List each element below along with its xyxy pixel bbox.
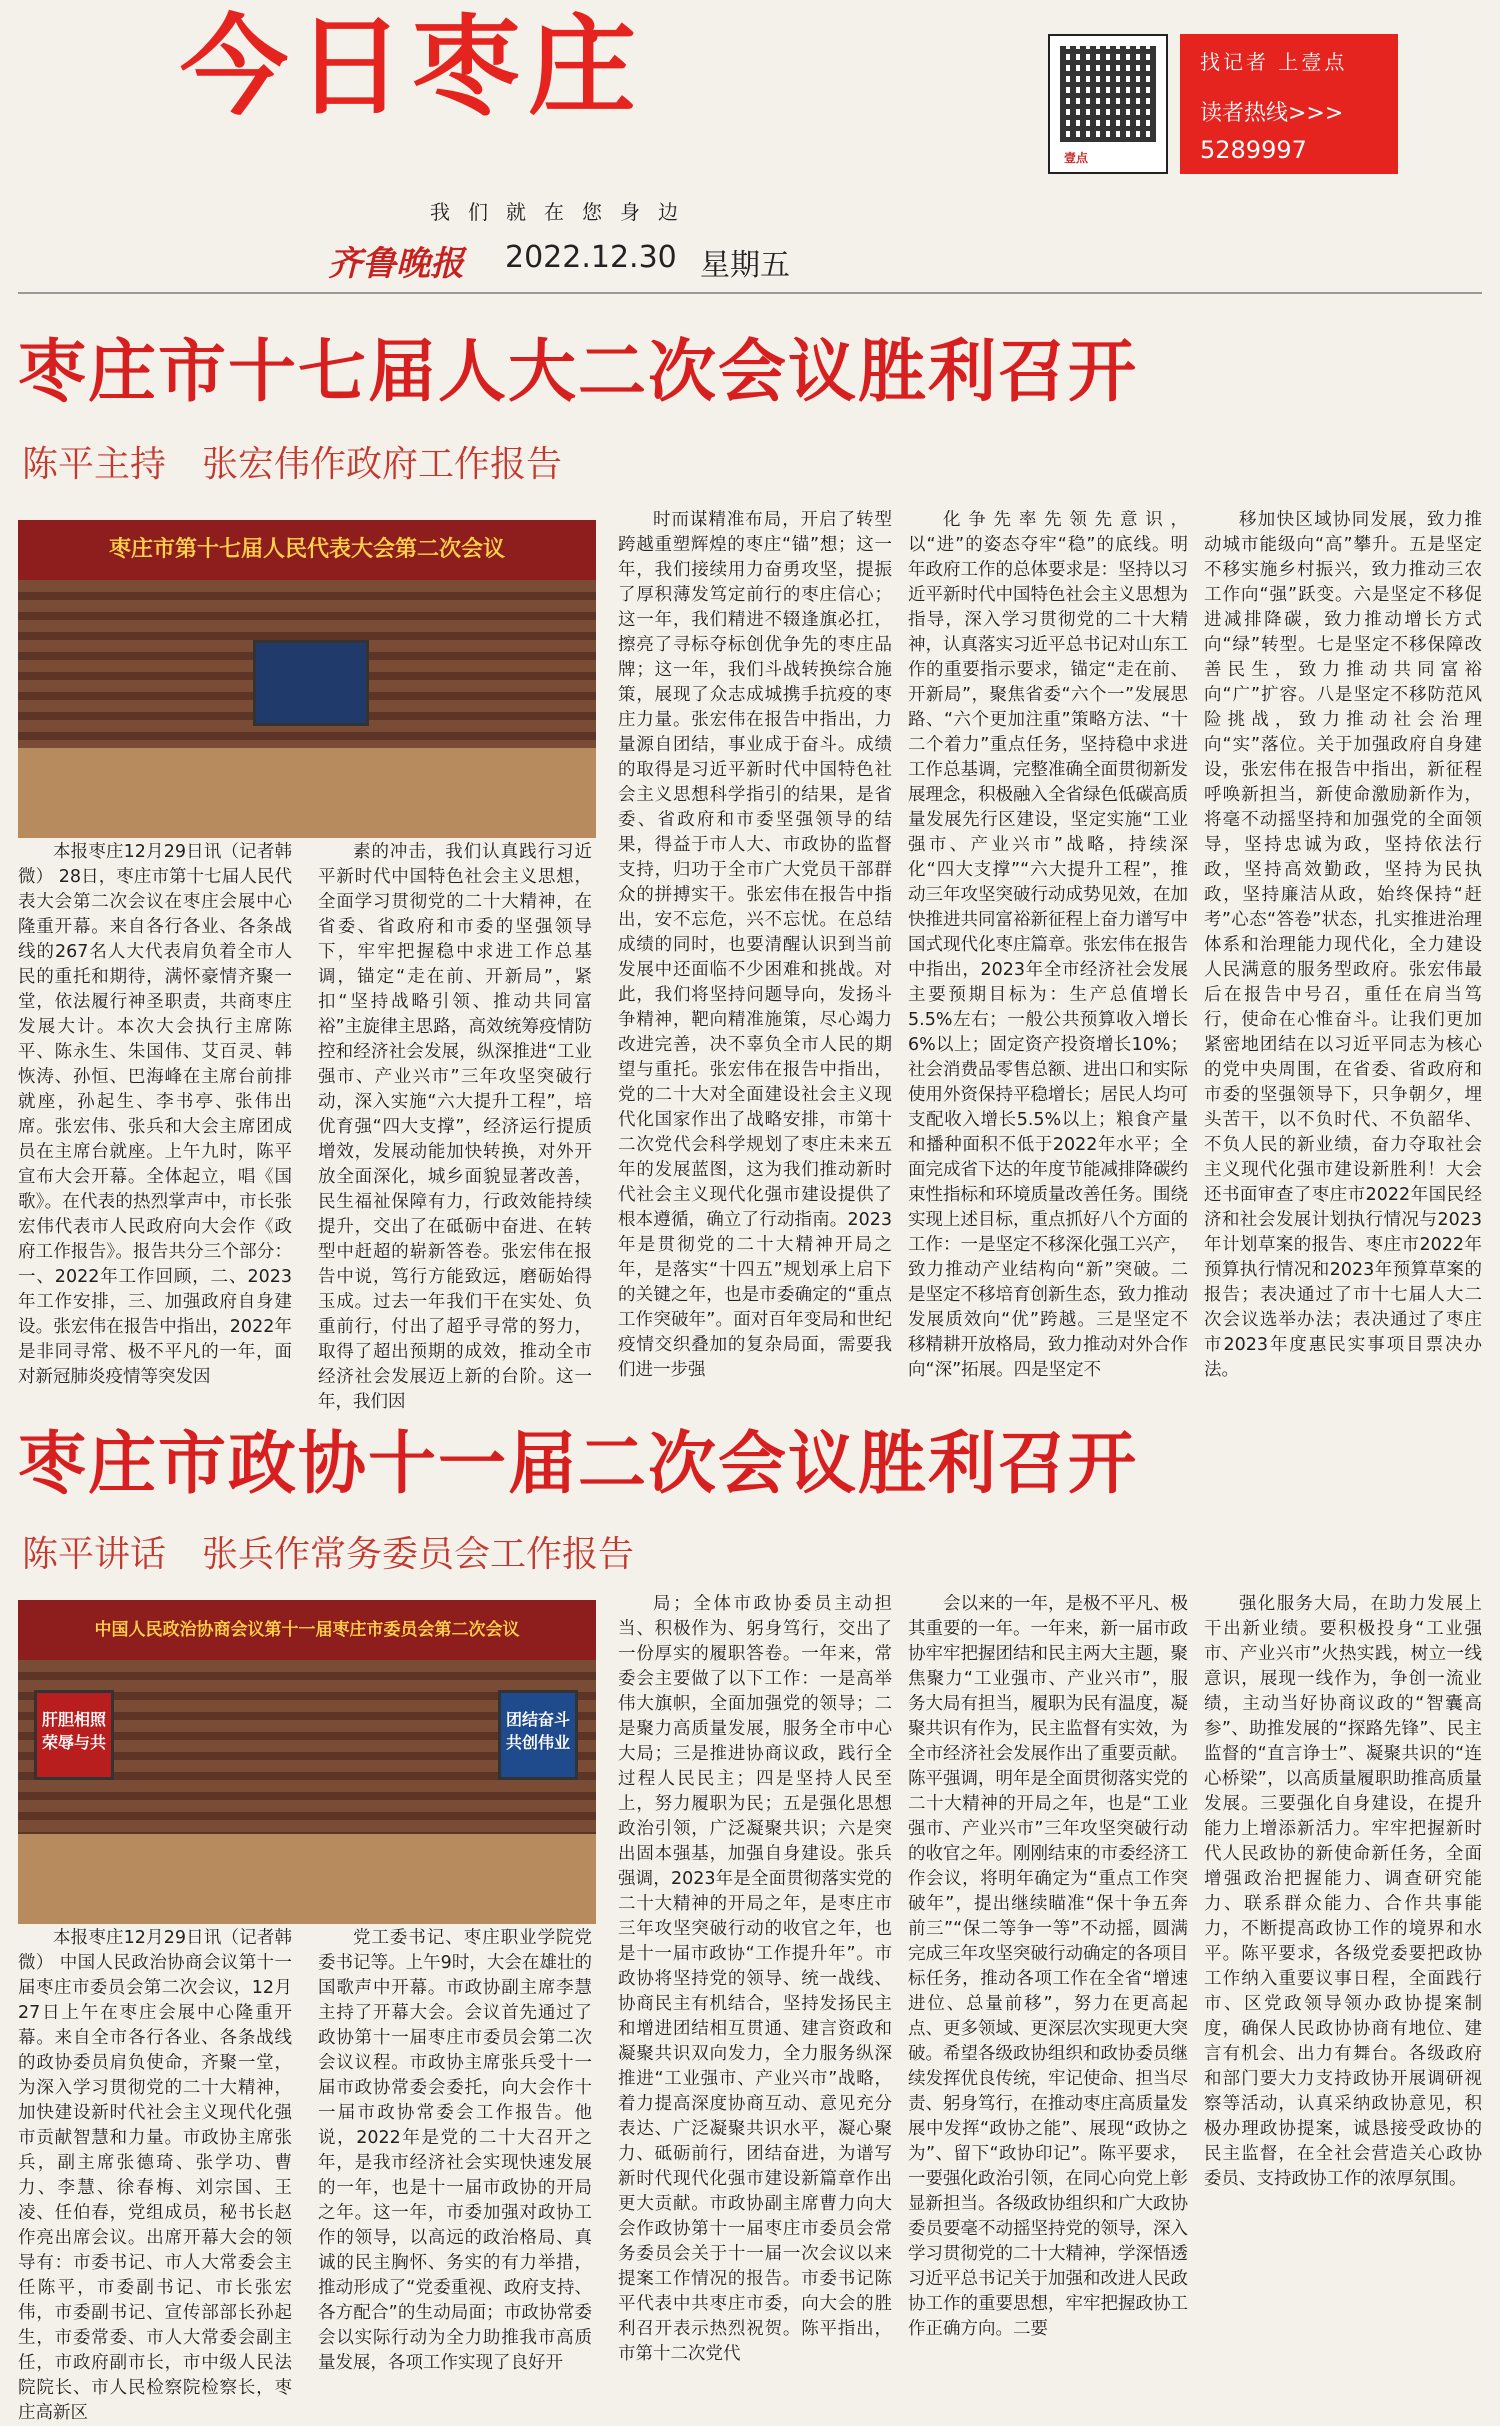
article2-column-2-text: 党工委书记、枣庄职业学院党委书记等。上午9时，大会在雄壮的国歌声中开幕。市政协副主席李慧主持了开幕大会。会议首先通过了政协第十一届枣庄市委员会第二次会议议程。市政协主席张兵受十一届市政协常委会委托，向大会作十一届市政协常委会工作报告。他说，2022年是党的二十大召开之年，是我市经济社会实现快速发展的一年，也是十一届市政协的开局之年。这一年，市委加强对政协工作的领导，以高远的政治格局、真诚的民主胸怀、务实的有力举措，推动形成了“党委重视、政府支持、各方配合”的生动局面；市政协常委会以实际行动为全力助推我市高质量发展，各项工作实现了良好开 xyxy=(318,1928,592,2373)
qr-code-pattern xyxy=(1060,46,1156,142)
article2-photo-stage xyxy=(18,1834,596,1924)
article1-column-4-text: 化争先率先领先意识，以“进”的姿态夺牢“稳”的底线。明年政府工作的总体要求是：坚持以习近平新时代中国特色社会主义思想为指导，深入学习贯彻党的二十大精神，认真落实习近平总书记对山东工作的重要指示要求，锚定“走在前、开新局”，聚焦省委“六个一”发展思路、“六个更加注重”策略方法、“十二个着力”重点任务，坚持稳中求进工作总基调，完整准确全面贯彻新发展理念，积极融入全省绿色低碳高质量发展先行区建设，坚定实施“工业强市、产业兴市”战略，持续深化“四大支撑”“六大提升工程”，推动三年攻坚突破行动成势见效，在加快推进共同富裕新征程上奋力谱写中国式现代化枣庄篇章。张宏伟在报告中指出，2023年全市经济社会发展主要预期目标为：生产总值增长5.5%左右；一般公共预算收入增长6%以上；固定资产投资增长10%；社会消费品零售总额、进出口和实际使用外资保持平稳增长；居民人均可支配收入增长5.5%以上；粮食产量和播种面积不低于2022年水平；全面完成省下达的年度节能减排降碳约束性指标和环境质量改善任务。围绕实现上述目标，重点抓好八个方面的工作：一是坚定不移深化强工兴产，致力推动产业结构向“新”突破。二是坚定不移培育创新生态，致力推动发展质效向“优”跨越。三是坚定不移精耕开放格局，致力推动对外合作向“深”拓展。四是坚定不 xyxy=(908,510,1188,1380)
article1-column-2-text: 素的冲击，我们认真践行习近平新时代中国特色社会主义思想，全面学习贯彻党的二十大精神，在省委、省政府和市委的坚强领导下，牢牢把握稳中求进工作总基调，锚定“走在前、开新局”，紧扣“坚持战略引领、推动共同富裕”主旋律主思路，高效统筹疫情防控和经济社会发展，纵深推进“工业强市、产业兴市”三年攻坚突破行动，深入实施“六大提升工程”，培优育强“四大支撑”，经济运行提质增效，发展动能加快转换，对外开放全面深化，城乡面貌显著改善，民生福祉保障有力，行政效能持续提升，交出了在砥砺中奋进、在转型中赶超的崭新答卷。张宏伟在报告中说，笃行方能致远，磨砺始得玉成。过去一年我们干在实处、负重前行，付出了超乎寻常的努力，取得了超出预期的成效，推动全市经济社会发展迈上新的台阶。这一年，我们因 xyxy=(318,842,592,1412)
article1-headline: 枣庄市十七届人大二次会议胜利召开 xyxy=(18,332,1139,412)
article2-column-3-text: 局；全体市政协委员主动担当、积极作为、躬身笃行，交出了一份厚实的履职答卷。一年来，常委会主要做了以下工作：一是高举伟大旗帜，全面加强党的领导；二是聚力高质量发展，服务全市中心大局；三是推进协商议政，践行全过程人民民主；四是坚持人民至上，努力履职为民；五是强化思想政治引领，广泛凝聚共识；六是突出固本强基，加强自身建设。张兵强调，2023年是全面贯彻落实党的二十大精神的开局之年，是枣庄市三年攻坚突破行动的收官之年，也是十一届市政协“工作提升年”。市政协将坚持党的领导、统一战线、协商民主有机结合，坚持发扬民主和增进团结相互贯通、建言资政和凝聚共识双向发力，全力服务纵深推进“工业强市、产业兴市”战略，着力提高深度协商互动、意见充分表达、广泛凝聚共识水平，凝心聚力、砥砺前行，团结奋进，为谱写新时代现代化强市建设新篇章作出更大贡献。市政协副主席曹力向大会作政协第十一届枣庄市委员会常务委员会关于十一届一次会议以来提案工作情况的报告。市委书记陈平代表中共枣庄市委，向大会的胜利召开表示热烈祝贺。陈平指出，市第十二次党代 xyxy=(618,1594,892,2364)
article1-photo-stage xyxy=(18,748,596,838)
issue-date: 2022.12.30 xyxy=(505,240,677,275)
article1-column-1 xyxy=(18,840,292,1388)
masthead-slogan: 我们就在您身边 xyxy=(430,200,696,224)
hotline-label: 读者热线>>> xyxy=(1200,101,1344,126)
article1-photo-screen xyxy=(253,640,369,726)
article1-column-3-text: 时而谋精准布局，开启了转型跨越重塑辉煌的枣庄“锚”想；这一年，我们接续用力奋勇攻坚，提振了厚积薄发笃定前行的枣庄信心；这一年，我们精进不辍逢旗必扛，擦亮了寻标夺标创优争先的枣庄品牌；这一年，我们斗战转换综合施策，展现了众志成城携手抗疫的枣庄力量。张宏伟在报告中指出，力量源自团结，事业成于奋斗。成绩的取得是习近平新时代中国特色社会主义思想科学指引的结果，是省委、省政府和市委坚强领导的结果，得益于市人大、市政协的监督支持，归功于全市广大党员干部群众的拼搏实干。张宏伟在报告中指出，安不忘危，兴不忘忧。在总结成绩的同时，也要清醒认识到当前发展中还面临不少困难和挑战。对此，我们将坚持问题导向，发扬斗争精神，靶向精准施策，尽心竭力改进完善，决不辜负全市人民的期望与重托。张宏伟在报告中指出，党的二十大对全面建设社会主义现代化国家作出了战略安排，市第十二次党代会科学规划了枣庄未来五年的发展蓝图，这为我们推动新时代社会主义现代化强市建设提供了根本遵循，确立了行动指南。2023年是贯彻党的二十大精神开局之年，是落实“十四五”规划承上启下的关键之年，也是市委确定的“重点工作突破年”。面对百年变局和世纪疫情交织叠加的复杂局面，需要我们进一步强 xyxy=(618,510,892,1380)
article1-photo-banner: 枣庄市第十七届人民代表大会第二次会议 xyxy=(18,520,596,580)
article2-column-4 xyxy=(908,1592,1188,2406)
article2-column-2 xyxy=(318,1926,592,2406)
masthead-divider xyxy=(18,292,1482,294)
article2-column-1 xyxy=(18,1926,292,2423)
article2-column-5 xyxy=(1204,1592,1482,2406)
article2-photo-screen-right: 团结奋斗 共创伟业 xyxy=(498,1690,578,1780)
article2-photo xyxy=(18,1600,596,1924)
article2-column-1-text: 本报枣庄12月29日讯（记者韩微） 中国人民政治协商会议第十一届枣庄市委员会第二次会议，12月27日上午在枣庄会展中心隆重开幕。来自全市各行各业、各条战线的政协委员肩负使命，齐聚一堂，为深入学习贯彻党的二十大精神，加快建设新时代社会主义现代化强市贡献智慧和力量。市政协主席张兵，副主席张德琦、张学功、曹力、李慧、徐春梅、刘宗国、王凌、任伯春，党组成员，秘书长赵作亮出席会议。出席开幕大会的领导有：市委书记、市人大常委会主任陈平，市委副书记、市长张宏伟，市委副书记、宣传部部长孙起生，市委常委、市人大常委会副主任，市政府副市长，市中级人民法院院长、市人民检察院检察长，枣庄高新区 xyxy=(18,1928,292,2423)
paper-name: 齐鲁晚报 xyxy=(328,244,464,284)
masthead-logo: 今日枣庄 xyxy=(180,5,645,130)
article1-column-1-text: 本报枣庄12月29日讯（记者韩微） 28日，枣庄市第十七届人民代表大会第二次会议在枣庄会展中心隆重开幕。来自各行各业、各条战线的267名人大代表肩负着全市人民的重托和期待，满怀豪情齐聚一堂，依法履行神圣职责，共商枣庄发展大计。本次大会执行主席陈平、陈永生、朱国伟、艾百灵、韩恢涛、孙恒、巴海峰在主席台前排就座，孙起生、李书亭、张伟出席。张宏伟、张兵和大会主席团成员在主席台就座。上午九时，陈平宣布大会开幕。全体起立，唱《国歌》。在代表的热烈掌声中，市长张宏伟代表市人民政府向大会作《政府工作报告》。报告共分三个部分：一、2022年工作回顾，二、2023年工作安排，三、加强政府自身建设。张宏伟在报告中指出，2022年是非同寻常、极不平凡的一年，面对新冠肺炎疫情等突发因 xyxy=(18,842,292,1387)
article2-column-4-text: 会以来的一年，是极不平凡、极其重要的一年。一年来，新一届市政协牢牢把握团结和民主两大主题，聚焦聚力“工业强市、产业兴市”，服务大局有担当，履职为民有温度，凝聚共识有作为，民主监督有实效，为全市经济社会发展作出了重要贡献。陈平强调，明年是全面贯彻落实党的二十大精神的开局之年，也是“工业强市、产业兴市”三年攻坚突破行动的收官之年。刚刚结束的市委经济工作会议，将明年确定为“重点工作突破年”，提出继续瞄准“保十争五奔前三”“保二等争一等”不动摇，圆满完成三年攻坚突破行动确定的各项目标任务，推动各项工作在全省“增速进位、总量前移”，努力在更高起点、更多领域、更深层次实现更大突破。希望各级政协组织和政协委员继续发挥优良传统，牢记使命、担当尽责、躬身笃行，在推动枣庄高质量发展中发挥“政协之能”、展现“政协之为”、留下“政协印记”。陈平要求，一要强化政治引领，在同心向党上彰显新担当。各级政协组织和广大政协委员要毫不动摇坚持党的领导，深入学习贯彻党的二十大精神，学深悟透习近平总书记关于加强和改进人民政协工作的重要思想，牢牢把握政协工作正确方向。二要 xyxy=(908,1594,1188,2339)
article2-photo-banner: 中国人民政治协商会议第十一届枣庄市委员会第二次会议 xyxy=(18,1600,596,1660)
hotline-tagline: 找记者 上壹点 xyxy=(1200,50,1348,74)
article1-subhead: 陈平主持 张宏伟作政府工作报告 xyxy=(22,444,563,485)
article1-column-5-text: 移加快区域协同发展，致力推动城市能级向“高”攀升。五是坚定不移实施乡村振兴，致力推动三农工作向“强”跃变。六是坚定不移促进减排降碳，致力推动增长方式向“绿”转型。七是坚定不移保障改善民生，致力推动共同富裕向“广”扩容。八是坚定不移防范风险挑战，致力推动社会治理向“实”落位。关于加强政府自身建设，张宏伟在报告中指出，新征程呼唤新担当，新使命激励新作为，将毫不动摇坚持和加强党的全面领导，坚持忠诚为政，坚持依法行政，坚持高效勤政，坚持为民执政，坚持廉洁从政，始终保持“赶考”心态“答卷”状态，扎实推进治理体系和治理能力现代化，全力建设人民满意的服务型政府。张宏伟最后在报告中号召，重任在肩当笃行，使命在心惟奋斗。让我们更加紧密地团结在以习近平同志为核心的党中央周围，在省委、省政府和市委的坚强领导下，只争朝夕，埋头苦干，以不负时代、不负韶华、不负人民的新业绩，奋力夺取社会主义现代化强市建设新胜利！大会还书面审查了枣庄市2022年国民经济和社会发展计划执行情况与2023年计划草案的报告、枣庄市2022年预算执行情况和2023年预算草案的报告；表决通过了市十七届人大二次会议选举办法；表决通过了枣庄市2023年度惠民实事项目票决办法。 xyxy=(1204,510,1482,1380)
qr-code[interactable] xyxy=(1048,34,1168,174)
article2-subhead: 陈平讲话 张兵作常务委员会工作报告 xyxy=(22,1534,635,1575)
article1-column-5 xyxy=(1204,508,1482,1388)
article2-column-3 xyxy=(618,1592,892,2406)
hotline-box xyxy=(1180,34,1398,174)
article1-column-2 xyxy=(318,840,592,1412)
article1-column-4 xyxy=(908,508,1188,1388)
article1-photo xyxy=(18,520,596,838)
article2-column-5-text: 强化服务大局，在助力发展上干出新业绩。要积极投身“工业强市、产业兴市”火热实践，树立一线意识，展现一线作为，争创一流业绩，主动当好协商议政的“智囊高参”、助推发展的“探路先锋”、民主监督的“直言诤士”、凝聚共识的“连心桥梁”，以高质量履职助推高质量发展。三要强化自身建设，在提升能力上增添新活力。牢牢把握新时代人民政协的新使命新任务，全面增强政治把握能力、调查研究能力、联系群众能力、合作共事能力，不断提高政协工作的境界和水平。陈平要求，各级党委要把政协工作纳入重要议事日程，全面践行市、区党政领导领办政协提案制度，确保人民政协协商有地位、建言有机会、出力有舞台。各级政府和部门要大力支持政协开展调研视察等活动，认真采纳政协意见，积极办理政协提案，诚恳接受政协的民主监督，在全社会营造关心政协委员、支持政协工作的浓厚氛围。 xyxy=(1204,1594,1482,2189)
qr-label: 壹点 xyxy=(1064,151,1089,165)
article2-headline: 枣庄市政协十一届二次会议胜利召开 xyxy=(18,1424,1139,1504)
issue-weekday: 星期五 xyxy=(700,248,790,283)
article2-photo-screen-left: 肝胆相照 荣辱与共 xyxy=(34,1690,114,1780)
hotline-number: 5289997 xyxy=(1200,136,1307,164)
article1-column-3 xyxy=(618,508,892,1388)
